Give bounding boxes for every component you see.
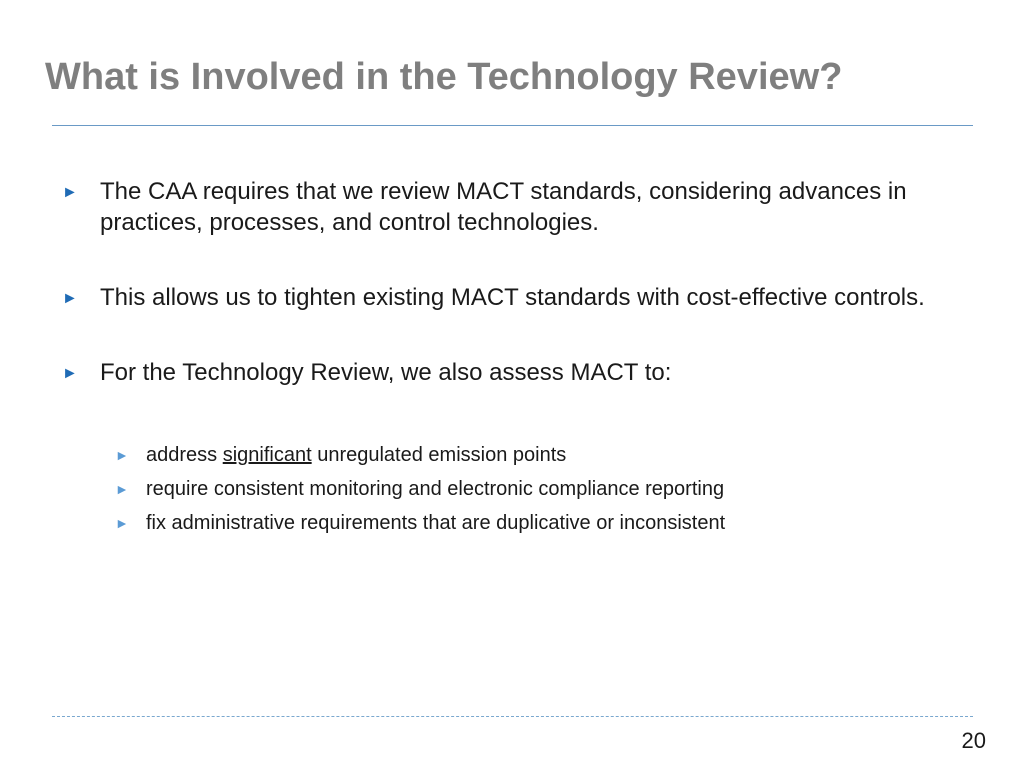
bullet-text: The CAA requires that we review MACT standards, considering advances in practices, processes, and control technologies. <box>100 178 907 236</box>
sub-bullet-list <box>115 438 955 540</box>
sub-bullet-underlined-text: significant <box>222 444 312 466</box>
bullet-item <box>62 176 942 238</box>
bullet-text: For the Technology Review, we also assess MACT to: <box>100 359 672 386</box>
bullet-arrow-icon: ► <box>62 290 78 307</box>
sub-bullet-arrow-icon: ► <box>115 447 129 463</box>
footer-divider <box>52 716 973 717</box>
slide-title: What is Involved in the Technology Review? <box>45 56 843 98</box>
sub-bullet-arrow-icon: ► <box>115 481 129 497</box>
sub-bullet-item <box>115 506 955 540</box>
bullet-item <box>62 282 942 313</box>
bullet-arrow-icon: ► <box>62 365 78 382</box>
sub-bullet-text: require consistent monitoring and electronic compliance reporting <box>146 478 725 500</box>
sub-bullet-item <box>115 438 955 472</box>
sub-bullet-text: fix administrative requirements that are duplicative or inconsistent <box>146 512 726 534</box>
sub-bullet-item <box>115 472 955 506</box>
sub-bullet-text-after: unregulated emission points <box>311 444 567 466</box>
bullet-text: This allows us to tighten existing MACT standards with cost-effective controls. <box>100 284 925 311</box>
sub-bullet-arrow-icon: ► <box>115 515 129 531</box>
page-number: 20 <box>961 728 986 753</box>
title-divider <box>52 125 973 126</box>
bullet-list <box>62 176 942 388</box>
bullet-item <box>62 357 942 388</box>
bullet-arrow-icon: ► <box>62 184 78 201</box>
sub-bullet-text-before: address <box>146 444 223 466</box>
